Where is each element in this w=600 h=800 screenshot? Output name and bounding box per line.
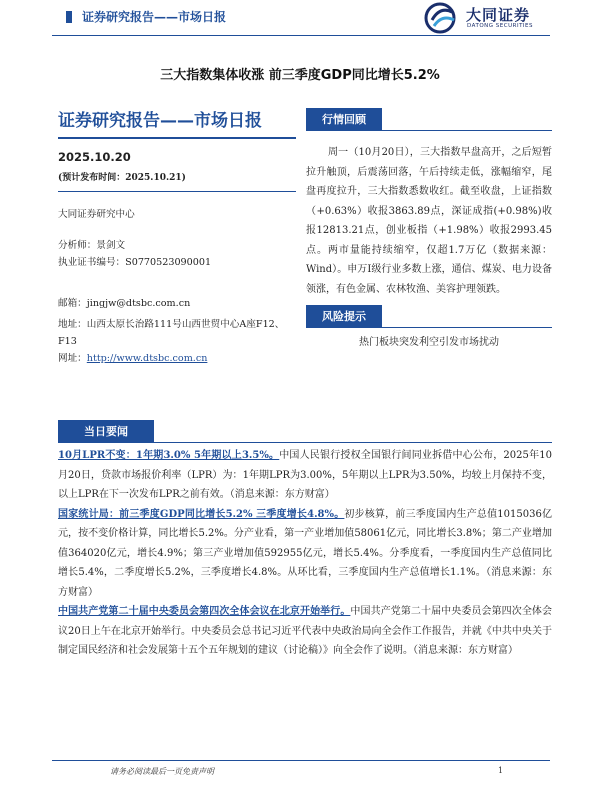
news-body: 中国人民银行授权全国银行间同业拆借中心公布，2025年10月20日，贷款市场报价利率（LPR）为：1年期LPR为3.00%，5年期以上LPR为3.50%，均较上月保持不变，以上LPR在下一次发布LPR之前有效。（消息来源：东方财富） (58, 450, 552, 500)
date-divider (58, 191, 296, 192)
header-accent-bar (66, 11, 72, 23)
right-column (306, 108, 552, 348)
page-header (66, 8, 226, 25)
footer-disclaimer: 请务必阅读最后一页免责声明 (110, 767, 214, 776)
risk-tab: 风险提示 (306, 305, 382, 327)
news-list (58, 446, 552, 661)
license-number: 执业证书编号：S0770523090001 (58, 257, 212, 268)
logo-text-cn: 大同证券 (466, 6, 531, 24)
news-item (58, 602, 552, 661)
news-headline[interactable]: 国家统计局：前三季度GDP同比增长5.2% 三季度增长4.8%。 (58, 508, 345, 520)
review-tab: 行情回顾 (306, 108, 382, 130)
contact-address: 地址：山西太原长治路111号山西世贸中心A座F12、F13 (58, 319, 285, 347)
risk-text: 热门板块突发利空引发市场扰动 (359, 337, 499, 348)
left-sidebar (58, 106, 296, 367)
header-divider (52, 35, 550, 36)
report-title: 证券研究报告——市场日报 (58, 111, 262, 131)
news-body: 初步核算，前三季度国内生产总值1015036亿元，按不变价格计算，同比增长5.2%。分产业看，第一产业增加值58061亿元，同比增长3.8%；第二产业增加值364020亿元，增长4.9%；第三产业增加值592955亿元，增长5.4%。分季度看，一季度国内生产总值同比增长5.4%，二季度增长5.2%，三季度增长4.8%。从环比看，三季度国内生产总值增长1.1%。（消息来源：东方财富） (58, 508, 552, 598)
analyst-name: 分析师：景剑文 (58, 240, 126, 251)
news-tab: 当日要闻 (58, 420, 154, 442)
market-review-text: 周一（10月20日），三大指数早盘高开，之后短暂拉升触顶，后震荡回落，午后持续走低，涨幅缩窄，尾盘再度拉升，三大指数悉数收红。截至收盘，上证指数（+0.63%）收报3863.89点，深证成指(+0.98%)收报12813.21点，创业板指（+1.98%）收报2993.45点。两市量能持续缩窄，仅超1.7万亿（数据来源：Wind）。申万I级行业多数上涨，通信、煤炭、电力设备领涨，有色金属、农林牧渔、美容护理领跌。 (306, 147, 552, 295)
contact-email: 邮箱：jingjw@dtsbc.com.cn (58, 298, 191, 309)
news-item (58, 446, 552, 505)
website-label: 网址： (58, 353, 87, 364)
report-date: 2025.10.20 (58, 150, 131, 164)
risk-section-header (306, 305, 552, 328)
document-title: 三大指数集体收涨 前三季度GDP同比增长5.2% (160, 68, 440, 83)
news-headline[interactable]: 中国共产党第二十届中央委员会第四次全体会议在北京开始举行。 (58, 606, 351, 617)
news-section-header (58, 420, 552, 443)
footer-divider (52, 760, 550, 761)
news-body: 中国共产党第二十届中央委员会第四次全体会议20日上午在北京开始举行。中央委员会总书记习近平代表中央政治局向全会作工作报告，并就《中共中央关于制定国民经济和社会发展第十五个五年规划的建议（讨论稿）》向全会作了说明。（消息来源：东方财富） (58, 606, 553, 656)
contact-website (58, 350, 296, 367)
logo-mark-icon (424, 2, 464, 34)
report-title-divider (58, 137, 296, 139)
review-section-header (306, 108, 552, 131)
website-link[interactable]: http://www.dtsbc.com.cn (86, 353, 208, 364)
company-logo (424, 2, 554, 34)
logo-text-en: DATONG SECURITIES (467, 23, 534, 29)
news-headline[interactable]: 10月LPR不变：1年期3.0% 5年期以上3.5%。 (58, 450, 280, 461)
news-item (58, 505, 552, 603)
institution-name: 大同证券研究中心 (58, 209, 135, 220)
header-title: 证券研究报告——市场日报 (82, 10, 227, 24)
page-number: 1 (498, 766, 504, 775)
publish-date: (预计发布时间：2025.10.21) (58, 173, 186, 183)
